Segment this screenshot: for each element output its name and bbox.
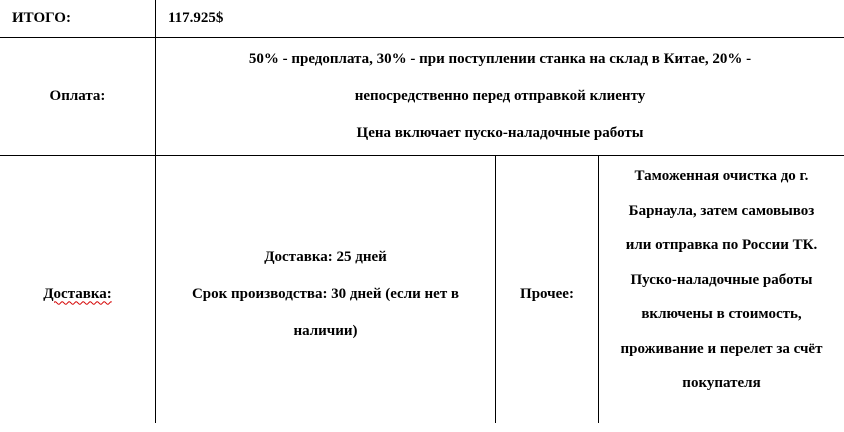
other-line: включены в стоимость, [641, 306, 802, 322]
other-details-cell [599, 159, 844, 423]
total-value-cell [156, 0, 844, 37]
payment-label-cell [0, 38, 155, 155]
other-line: покупателя [682, 375, 761, 391]
other-line: Пуско-наладочные работы [630, 271, 813, 288]
payment-terms [249, 41, 751, 152]
delivery-line: наличии) [293, 322, 358, 339]
total-value: 117.925$ [168, 10, 224, 26]
delivery-details-cell [156, 156, 495, 432]
delivery-label: Доставка: [43, 285, 112, 302]
delivery-line: Срок производства: 30 дней (если нет в [191, 285, 460, 302]
payment-line: 50% - предоплата, 30% - при поступлении станка на склад в Китае, 20% - [248, 51, 752, 67]
other-details [621, 159, 823, 401]
other-label-cell [496, 156, 598, 432]
payment-terms-cell [156, 38, 844, 155]
other-line: проживание и перелет за счёт [620, 340, 823, 357]
delivery-line: Доставка: 25 дней [264, 248, 387, 265]
other-line: или отправка по России ТК. [625, 237, 818, 253]
payment-line: Цена включает пуско-наладочные работы [356, 125, 644, 141]
total-label: ИТОГО: [12, 10, 71, 26]
other-label: Прочее: [520, 285, 574, 302]
delivery-label-cell [0, 156, 155, 432]
other-line: Барнаула, затем самовывоз [628, 202, 815, 219]
payment-line: непосредственно перед отправкой клиенту [354, 88, 646, 104]
total-label-cell [0, 0, 155, 37]
delivery-details [192, 239, 459, 350]
payment-label: Оплата: [49, 88, 106, 104]
other-line: Таможенная очистка до г. [634, 168, 809, 184]
